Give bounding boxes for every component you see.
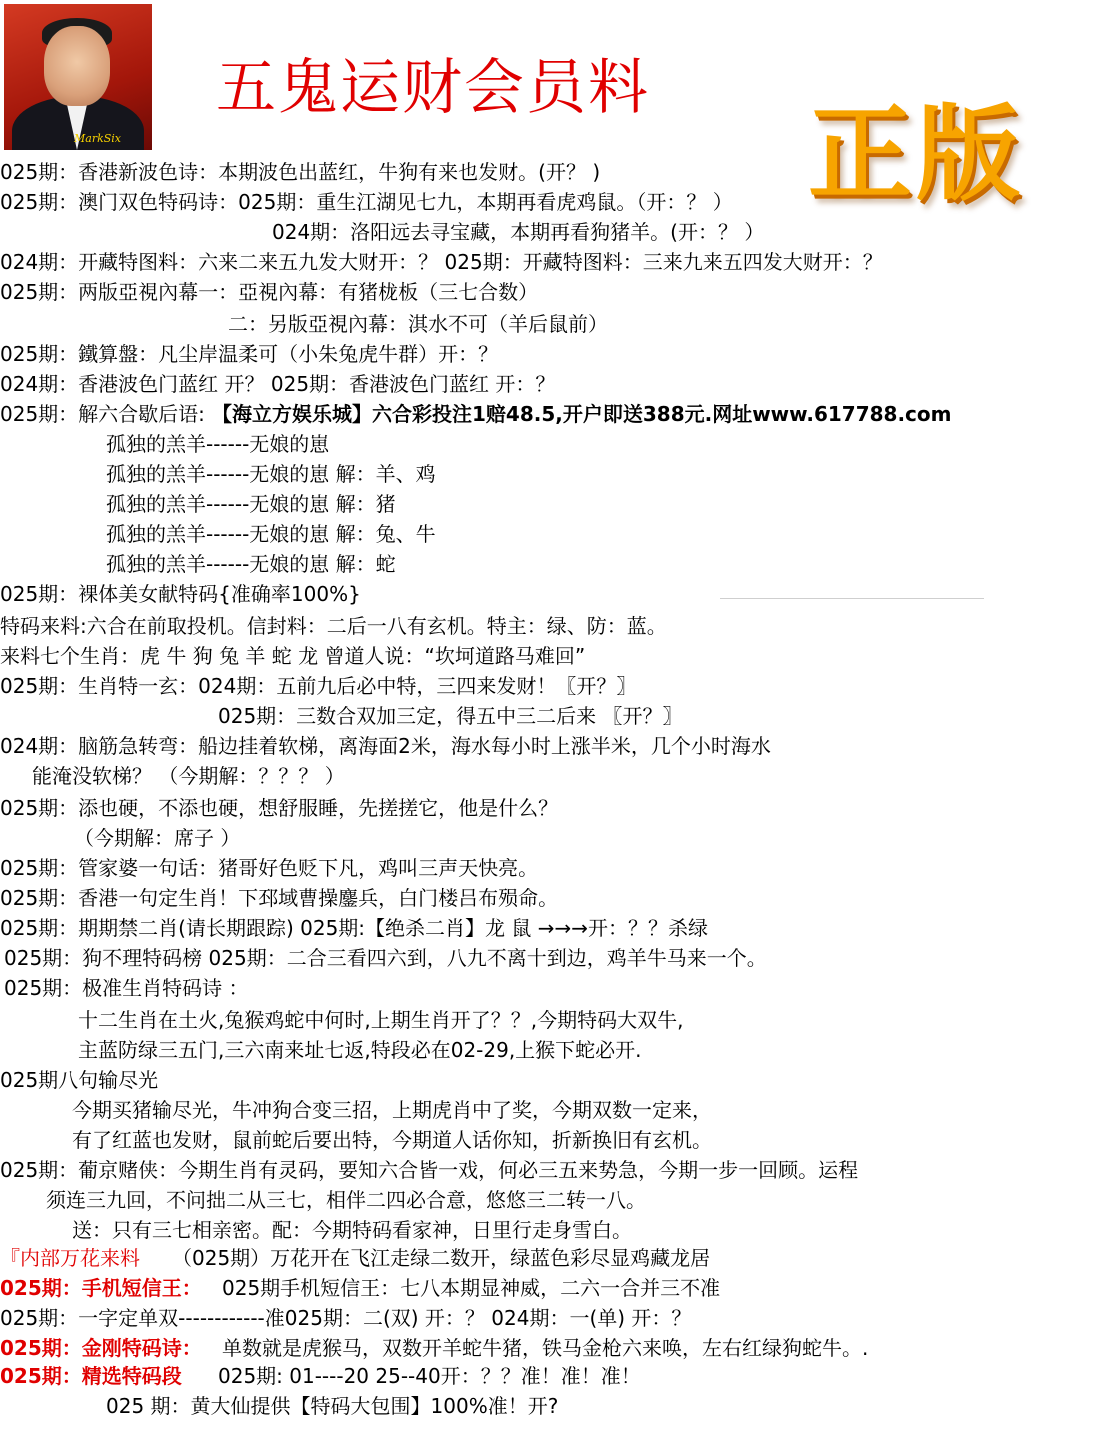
text-line: 【海立方娱乐城】六合彩投注1赔48.5,开户即送388元.网址www.617788.com [212, 402, 952, 426]
text-line: 025期：两版亞視內幕一：亞視內幕：有猪栊板（三七合数） [0, 280, 539, 304]
faint-divider-line [720, 598, 984, 599]
text-line: 025期：精选特码段 [0, 1364, 182, 1388]
text-line: 025期：管家婆一句话：猪哥好色贬下凡，鸡叫三声天快亮。 [0, 856, 539, 880]
text-line: 二：另版亞視內幕：淇水不可（羊后鼠前） [228, 312, 608, 336]
text-line: 024期：香港波色门蓝红 开？ 025期：香港波色门蓝红 开：？ [0, 372, 556, 396]
zhengban-badge: 正版 [808, 93, 1025, 215]
portrait-face [44, 26, 110, 106]
text-line: 024期：开藏特图料：六来二来五九发大财开：？ 025期：开藏特图料：三来九来五四发大财开：？ [0, 250, 883, 274]
text-line: 025期：鐵算盤：凡尘岸温柔可（小朱兔虎牛群）开：？ [0, 342, 499, 366]
page-title: 五鬼运财会员料 [216, 53, 650, 123]
portrait-watermark: MarkSix [74, 132, 122, 145]
text-line: 025期：香港新波色诗：本期波色出蓝红，牛狗有来也发财。(开？ ) [0, 160, 601, 184]
text-line: 025期：添也硬，不添也硬，想舒服睡，先搓搓它，他是什么？ [0, 796, 559, 820]
text-line: （今期解：席子 ） [74, 826, 241, 850]
text-line: 有了红蓝也发财，鼠前蛇后要出特，今期道人话你知，折新换旧有玄机。 [72, 1128, 712, 1152]
text-line: 025期：一字定单双------------准025期：二(双) 开：？ 024期：一(单) 开：？ [0, 1306, 692, 1330]
text-line: 今期买猪输尽光，牛冲狗合变三招，上期虎肖中了奖，今期双数一定来， [72, 1098, 712, 1122]
text-line: 024期：洛阳远去寻宝藏，本期再看狗猪羊。(开：？ ） [272, 220, 765, 244]
text-line: 025期：极准生肖特码诗 ： [4, 976, 249, 1000]
text-line: 025期：期期禁二肖(请长期跟踪) 025期:【绝杀二肖】龙 鼠 →→→开：？？杀绿 [0, 916, 709, 940]
text-line: 025期：裸体美女献特码{准确率100%} [0, 582, 361, 606]
text-line: 能淹没软梯？ （今期解：？？？ ） [32, 764, 345, 788]
text-line: 十二生肖在土火,兔猴鸡蛇中何时,上期生肖开了？？,今期特码大双牛, [78, 1008, 684, 1032]
text-line: 孤独的羔羊------无娘的崽 解：兔、牛 [106, 522, 436, 546]
text-line: 孤独的羔羊------无娘的崽 解：蛇 [106, 552, 396, 576]
text-line: 025 期：黄大仙提供【特码大包围】100%准！开? [106, 1394, 559, 1418]
text-line: 单数就是虎猴马，双数开羊蛇牛猪，铁马金枪六来唤，左右红绿狗蛇牛。. [222, 1336, 869, 1360]
text-line: 025期八句输尽光 [0, 1068, 159, 1092]
text-line: 024期：脑筋急转弯：船边挂着软梯，离海面2米，海水每小时上涨半米，几个小时海水 [0, 734, 771, 758]
text-line: 025期：澳门双色特码诗：025期：重生江湖见七九，本期再看虎鸡鼠。（开：？ ） [0, 190, 733, 214]
text-line: 025期：香港一句定生肖！下邳域曹操鏖兵，白门楼吕布殒命。 [0, 886, 559, 910]
text-line: 025期手机短信王：七八本期显神威，二六一合并三不准 [222, 1276, 721, 1300]
text-line: 025期: 01----20 25--40开：？？准！准！准！ [218, 1364, 641, 1388]
header-portrait-photo [4, 4, 152, 150]
text-line: 孤独的羔羊------无娘的崽 [106, 432, 330, 456]
text-line: （025期）万花开在飞江走绿二数开，绿蓝色彩尽显鸡藏龙居 [172, 1246, 711, 1270]
text-line: 025期：金刚特码诗： [0, 1336, 202, 1360]
text-line: 孤独的羔羊------无娘的崽 解：羊、鸡 [106, 462, 436, 486]
text-line: 来料七个生肖：虎 牛 狗 兔 羊 蛇 龙 曾道人说：“坎坷道路马难回” [0, 644, 586, 668]
text-line: 主蓝防绿三五门,三六南来址七返,特段必在02-29,上猴下蛇必开. [78, 1038, 642, 1062]
text-line: 025期：三数合双加三定，得五中三二后来 〖开？〗 [218, 704, 683, 728]
text-line: 025期：狗不理特码榜 025期：二合三看四六到，八九不离十到边，鸡羊牛马来一个。 [4, 946, 767, 970]
text-line: 送：只有三七相亲密。配：今期特码看家神，日里行走身雪白。 [72, 1218, 632, 1242]
text-line: 025期：手机短信王： [0, 1276, 202, 1300]
text-line: 特码来料:六合在前取投机。信封料：二后一八有玄机。特主：绿、防：蓝。 [0, 614, 667, 638]
text-line: 『内部万花来料 [0, 1246, 140, 1270]
text-line: 025期：葡京赌侠：今期生肖有灵码，要知六合皆一戏，何必三五来势急，今期一步一回顾。运程 [0, 1158, 859, 1182]
text-line: 孤独的羔羊------无娘的崽 解：猪 [106, 492, 396, 516]
text-line: 025期：生肖特一玄：024期：五前九后必中特，三四来发财！〖开？〗 [0, 674, 637, 698]
text-line: 025期：解六合歇后语: [0, 402, 205, 426]
text-line: 须连三九回，不问拙二从三七，相伴二四必合意，悠悠三二转一八。 [46, 1188, 646, 1212]
